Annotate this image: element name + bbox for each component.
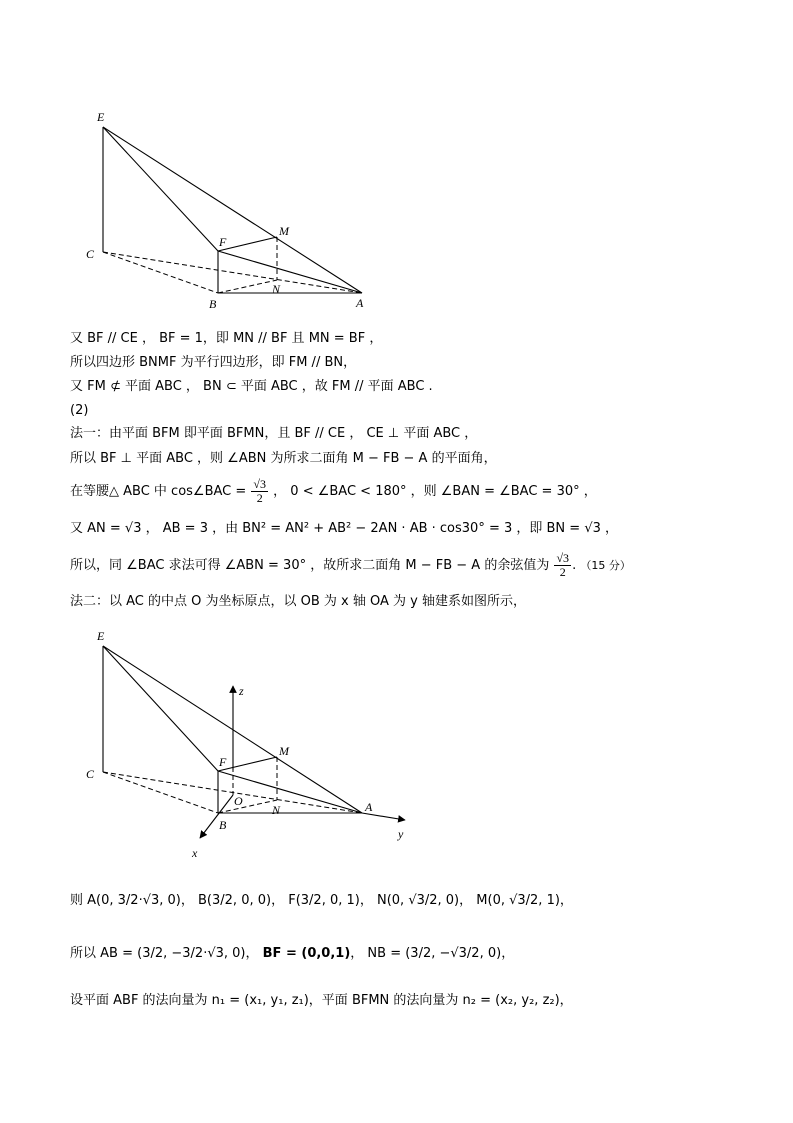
text-line-6: 所以 BF ⊥ 平面 ABC ，则 ∠ABN 为所求二面角 M − FB − A 的平面角， [70,451,497,466]
axis-label-x: x [192,846,198,860]
vectors-line: 所以 AB = (3/2, −3/2·√3, 0)， BF = (0,0,1)， NB = (3/2, −√3/2, 0)， [70,946,515,961]
text-line-5: 法一：由平面 BFM 即平面 BFMN，且 BF // CE ， CE ⊥ 平面 ABC ， [70,426,478,441]
point-label-O: O [234,794,243,808]
point-label-A: A [356,296,364,310]
text-line-7a: 在等腰△ ABC 中 cos∠BAC = [70,484,247,499]
fraction-sqrt3-over-2: $\frac{√3}{2}$ [253,477,267,505]
text-line-3: 又 FM ⊄ 平面 ABC ， BN ⊂ 平面 ABC ，故 FM // 平面 ABC . [70,379,433,394]
score-note: （15 分） [580,559,631,572]
part-label: (2) [70,403,89,418]
point-label-N: N [272,282,281,296]
vector-BF: BF = (0,0,1) [262,946,351,961]
coordinates-line: 则 A(0, 3/2·√3, 0)， B(3/2, 0, 0)， F(3/2, 0, 1)， N(0, √3/2, 0)， M(0, √3/2, 1)， [70,893,573,908]
text-line-10: 法二：以 AC 的中点 O 为坐标原点，以 OB 为 x 轴 OA 为 y 轴建系如图所示， [70,594,526,609]
point-label-B: B [219,818,227,832]
coord-N: N(0, √3/2, 0) [376,893,460,908]
text-line-9a: 所以，同 ∠BAC 求法可得 ∠ABN = 30° ，故所求二面角 M − FB − A 的余弦值为 [70,558,550,573]
coord-M: M(0, √3/2, 1) [476,893,560,908]
point-label-F: F [219,235,227,249]
coord-A: A(0, 3/2·√3, 0) [87,893,181,908]
vector-AB: AB = (3/2, −3/2·√3, 0) [100,946,246,961]
text-line-1: 又 BF // CE ， BF = 1，即 MN // BF 且 MN = BF ， [70,331,383,346]
point-label-B: B [209,297,217,311]
text-line-8: 又 AN = √3 ， AB = 3 ，由 BN² = AN² + AB² − 2AN · AB · cos30° = 3 ，即 BN = √3 ， [70,521,618,536]
fraction-cosine-value: $\frac{√3}{2}$ [556,551,570,579]
normal-vectors-line: 设平面 ABF 的法向量为 n₁ = (x₁, y₁, z₁)，平面 BFMN 的法向量为 n₂ = (x₂, y₂, z₂)， [70,993,573,1008]
point-label-A: A [365,800,373,814]
axis-label-y: y [398,827,404,841]
coord-F: F(3/2, 0, 1) [288,893,360,908]
coord-B: B(3/2, 0, 0) [198,893,272,908]
point-label-M: M [279,744,289,758]
axis-label-z: z [239,684,244,698]
text-line-2: 所以四边形 BNMF 为平行四边形，即 FM // BN， [70,355,357,370]
point-label-M: M [279,224,289,238]
point-label-F: F [219,755,227,769]
vector-NB: NB = (3/2, −√3/2, 0) [367,946,502,961]
text-line-7b: ， 0 < ∠BAC < 180° ，则 ∠BAN = ∠BAC = 30° ， [273,484,597,499]
point-label-N: N [272,803,281,817]
point-label-E: E [97,110,105,124]
point-label-C: C [86,767,95,781]
point-label-C: C [86,247,95,261]
text-line-9: 所以，同 ∠BAC 求法可得 ∠ABN = 30° ，故所求二面角 M − FB − A 的余弦值为 $\frac{√3}{2}$ . （15 分） [70,551,631,579]
point-label-E: E [97,629,105,643]
